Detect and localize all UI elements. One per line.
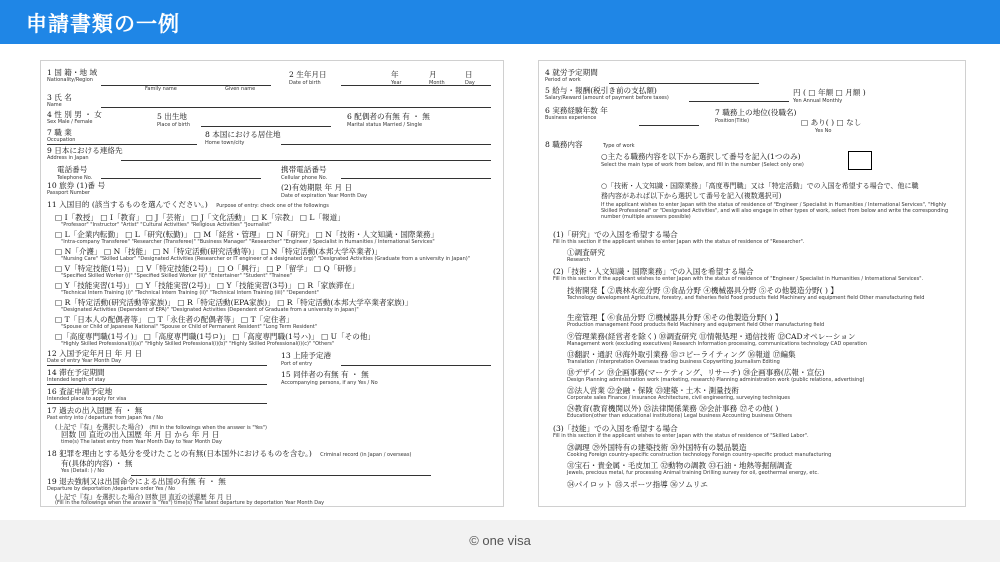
purpose-options-row-2-en: "Intra-company Transferee" "Researcher (Transferee)" "Business Manager" "Researcher" "Engineer / Specialist in Humanities / International Services": [61, 239, 435, 245]
field-nationality: 1 国 籍・地 域 Nationality/Region: [47, 68, 98, 83]
options-education: ㉔教育(教育機関以外) ㉕法律関係業務 ㉖会計事務 ㉗その他( ) Education(other than educational institutions) Legal business Accounting business Others: [567, 404, 792, 419]
salary-unit: 円 ( □ 年額 □ 月額 ) Yen Annual Monthly: [793, 88, 866, 104]
purpose-options-row-7: □ T「日本人の配偶者等」 □ T「永住者の配偶者等」 □ T「定住者」: [55, 315, 294, 324]
title-bar: [0, 0, 1000, 44]
purpose-options-row-5-en: "Technical Intern Training (i)" "Technical Intern Training (ii)" "Technical Intern Training (iii)" "Dependent": [61, 290, 319, 296]
field-marital-status: 6 配偶者の有無 有 ・ 無 Marital status Married / Single: [347, 112, 430, 128]
field-accompanying: 15 同伴者の有無 有 ・ 無 Accompanying persons, if any Yes / No: [281, 370, 378, 386]
position-yes-no: □ あり( ) □ なし Yes No: [801, 118, 862, 134]
purpose-options-row-6-en: "Designated Activities (Dependent of EPA)" "Designated Activities (Dependent of Graduate from a university in Japan)": [61, 307, 359, 313]
field-purpose-of-entry: 11 入国目的 (該当するものを選んでください。) Purpose of entry: check one of the followings: [47, 200, 329, 209]
options-management: ⑨管理業務(経営者を除く) ⑩調査研究 ⑪情報処理・通信技術 ⑫CADオペレーション Management work (excluding executives) Research Information processing, communications technology CAD operation: [567, 332, 867, 347]
purpose-options-row-5: □ Y「技能実習(1号)」 □ Y「技能実習(2号)」 □ Y「技能実習(3号)」 □ R「家族滞在」: [55, 281, 359, 290]
section-researcher: (1)「研究」での入国を希望する場合 Fill in this section if the applicant wishes to enter Japan with the status of residence of "Researcher".: [553, 230, 805, 245]
copyright-text: © one visa: [469, 533, 531, 548]
past-entry-note: (上記で『有』を選択した場合) (Fill in the followings when the answer is "Yes"): [55, 423, 267, 431]
other-work-instruction-en: If the applicant wishes to enter Japan with the status of residence of "Engineer / Specialist in Humanities / International Services", "Highly Skilled Professional" or "Designated Activities", and will also engage in other types of work, select from below and write the corresponding number (multiple answers possible): [601, 202, 949, 220]
field-place-of-birth: 5 出生地 Place of birth: [157, 112, 191, 128]
purpose-options-row-8-en: "Highly Skilled Professional(i)(a)" "Highly Skilled Professional(i)(b)" "Highly Skilled Professional(i)(c)" "Others": [61, 341, 335, 347]
field-passport: 10 旅券 (1)番 号 Passport Number: [47, 181, 106, 196]
options-translation: ⑬翻訳・通訳 ⑭海外取引業務 ⑮コピーライティング ⑯報道 ⑰編集 Translation / Interpretation Overseas trading business Copywriting Journalism Editing: [567, 350, 796, 365]
options-jewels: ㉛宝石・貴金属・毛皮加工 ㉜動物の調教 ㉝石油・地熱等掘削調査 Jewels, precious metal, fur processing Animal training Drilling survey for oil, geothermal energy, etc.: [567, 461, 819, 476]
deportation-detail: (上記で『有』を選択した場合) 回数 回 直近の送還歴 年 月 日 (Fill in the followings when the answer is "Yes") time(s) The latest departure by deportation Year Month Day: [55, 493, 325, 507]
purpose-options-row-7-en: "Spouse or Child of Japanese National" "Spouse or Child of Permanent Resident" "Long Term Resident": [61, 324, 318, 330]
purpose-options-row-2: □ L「企業内転勤」 □ L「研究(転勤)」 □ M「経営・管理」 □ N「研究」 □ N「技術・人文知識・国際業務」: [55, 230, 439, 239]
section-engineer-specialist: (2)「技術・人文知識・国際業務」での入国を希望する場合 Fill in this section if the applicant wishes to enter Japan with the status of residence of "Engineer / Specialist in Humanities / International Services".: [553, 267, 924, 282]
purpose-options-row-6: □ R「特定活動(研究活動等家族)」 □ R「特定活動(EPA家族)」 □ R「特定活動(本邦大学卒業者家族)」: [55, 298, 413, 307]
field-cellphone: 携帯電話番号 Cellular phone No.: [281, 165, 328, 181]
main-work-number-box[interactable]: [848, 151, 872, 170]
field-telephone: 電話番号 Telephone No.: [57, 165, 93, 181]
section-skilled-labor: (3)「技能」での入国を希望する場合 Fill in this section if the applicant wishes to enter Japan with the status of residence of "Skilled Labor".: [553, 424, 809, 439]
field-dob: 2 生年月日 Date of birth: [289, 70, 327, 86]
dob-year: 年 Year: [391, 70, 402, 86]
option-research: ①調査研究 Research: [567, 248, 605, 263]
field-port-of-entry: 13 上陸予定港 Port of entry: [281, 351, 332, 367]
field-period-of-work: 4 就労予定期間 Period of work: [545, 68, 598, 83]
purpose-options-row-4: □ V「特定技能(1号)」 □ V「特定技能(2号)」 □ O「興行」 □ P「留学」 □ Q「研修」: [55, 264, 361, 273]
field-visa-place: 16 査証申請予定地 Intended place to apply for visa: [47, 387, 127, 402]
options-pilot: ㉞パイロット ㉟スポーツ指導 ㊱ソムリエ: [567, 480, 708, 489]
dob-month: 月 Month: [429, 70, 445, 86]
field-business-experience: 6 実務経験年数 年 Business experience: [545, 106, 608, 121]
field-type-of-work: 8 職務内容: [545, 140, 583, 149]
criminal-record-detail: 有(具体的内容) ・ 無 Yes (Detail: ) / No: [61, 459, 133, 474]
options-cooking: ㉘調理 ㉙外国特有の建築技術 ㉚外国特有の製品製造 Cooking Foreign country-specific construction technology Foreign country-specific product manufacturing: [567, 443, 832, 458]
field-date-of-entry: 12 入国予定年月日 年 月 日 Date of entry Year Month Day: [47, 349, 143, 364]
page-title: 申請書類の一例: [26, 12, 180, 36]
field-sex: 4 性 別 男 ・ 女 Sex Male / Female: [47, 110, 102, 125]
application-form-page-1: [40, 60, 504, 507]
purpose-options-row-1: □ I「教授」 □ I「教育」 □ J「芸術」 □ J「文化活動」 □ K「宗教」 □ L「報道」: [55, 213, 345, 222]
field-deportation: 19 退去強制又は出国命令による出国の有無 有 ・ 無 Departure by deportation /departure order Yes / No: [47, 477, 226, 492]
field-hometown: 8 本国における居住地 Home town/city: [205, 130, 281, 146]
field-past-entry: 17 過去の出入国歴 有 ・ 無 Past entry into / departure from Japan Yes / No: [47, 406, 164, 421]
application-form-page-2: [538, 60, 966, 507]
field-occupation: 7 職 業 Occupation: [47, 128, 76, 143]
field-criminal-record: 18 犯罪を理由とする処分を受けたことの有無(日本国外におけるものを含む。) Criminal record (in Japan / overseas): [47, 449, 412, 458]
field-length-of-stay: 14 滞在予定期間 Intended length of stay: [47, 368, 106, 383]
options-technology-development: 技術開発【 ②農林水産分野 ③食品分野 ④機械器具分野 ⑤その他製造分野( ) 】 Technology development Agriculture, forestry, and fisheries field Food products field Machinery and equipment field Other manufacturing field: [567, 286, 925, 301]
given-name-label: Given name: [225, 86, 256, 92]
options-production-management: 生産管理【 ⑥食品分野 ⑦機械器具分野 ⑧その他製造分野( ) 】 Production management Food products field Machinery and equipment field Other manufacturing field: [567, 313, 825, 328]
past-entry-detail: 回数 回 直近の出入国歴 年 月 日 から 年 月 日 time(s) The latest entry from Year Month Day to Year Month Day: [61, 430, 222, 445]
main-work-instruction-en: Select the main type of work from below, and fill in the number (Select only one): [601, 162, 804, 168]
field-position: 7 職務上の地位(役職名) Position(Title): [715, 108, 797, 124]
family-name-label: Family name: [145, 86, 177, 92]
purpose-options-row-1-en: "Professor" "Instructor" "Artist" "Cultural Activities" "Religious Activities" "Journalist": [61, 222, 272, 228]
field-address-japan: 9 日本における連絡先 Address in Japan: [47, 146, 123, 161]
dob-day: 日 Day: [465, 70, 475, 86]
field-salary: 5 給与・報酬(税引き前の支払額) Salary/Reward (amount of payment before taxes): [545, 86, 669, 101]
purpose-options-row-8: □「高度専門職(1号イ)」 □「高度専門職(1号ロ)」 □「高度専門職(1号ハ)」 □ U「その他」: [55, 332, 376, 341]
purpose-options-row-4-en: "Specified Skilled Worker (i)" "Specified Skilled Worker (ii)" "Entertainer" "Student" "Trainee": [61, 273, 292, 279]
other-work-instruction: ○「技術・人文知識・国際業務」「高度専門職」又は「特定活動」での入国を希望する場合で、他に職務内容があれば以下から選択して番号を記入(複数選択可): [601, 182, 919, 200]
field-name: 3 氏 名 Name: [47, 93, 72, 108]
main-work-instruction: ○主たる職務内容を以下から選択して番号を記入(1つのみ): [601, 152, 801, 161]
purpose-options-row-3-en: "Nursing Care" "Skilled Labor" "Designated Activities (Researcher or IT engineer of a designated org)" "Designated Activities (Graduate from a university in Japan)": [61, 256, 470, 262]
footer: [0, 520, 1000, 562]
options-corporate-sales: ㉑法人営業 ㉒金融・保険 ㉓建築・土木・測量技術 Corporate sales Finance / insurance Architecture, civil engineering, surveying techniques: [567, 386, 790, 401]
options-design: ⑱デザイン ⑲企画事務(マーケティング、リサーチ) ⑳企画事務(広報・宣伝) Design Planning administration work (marketing, research) Planning administration work (public relations, advertising): [567, 368, 865, 383]
purpose-options-row-3: □ N「介護」 □ N「技能」 □ N「特定活動(研究活動等)」 □ N「特定活動(本邦大学卒業者)」: [55, 247, 383, 256]
field-passport-expiry: (2)有効期限 年 月 日 Date of expiration Year Month Day: [281, 183, 368, 199]
type-of-work-en: Type of work: [603, 143, 635, 149]
